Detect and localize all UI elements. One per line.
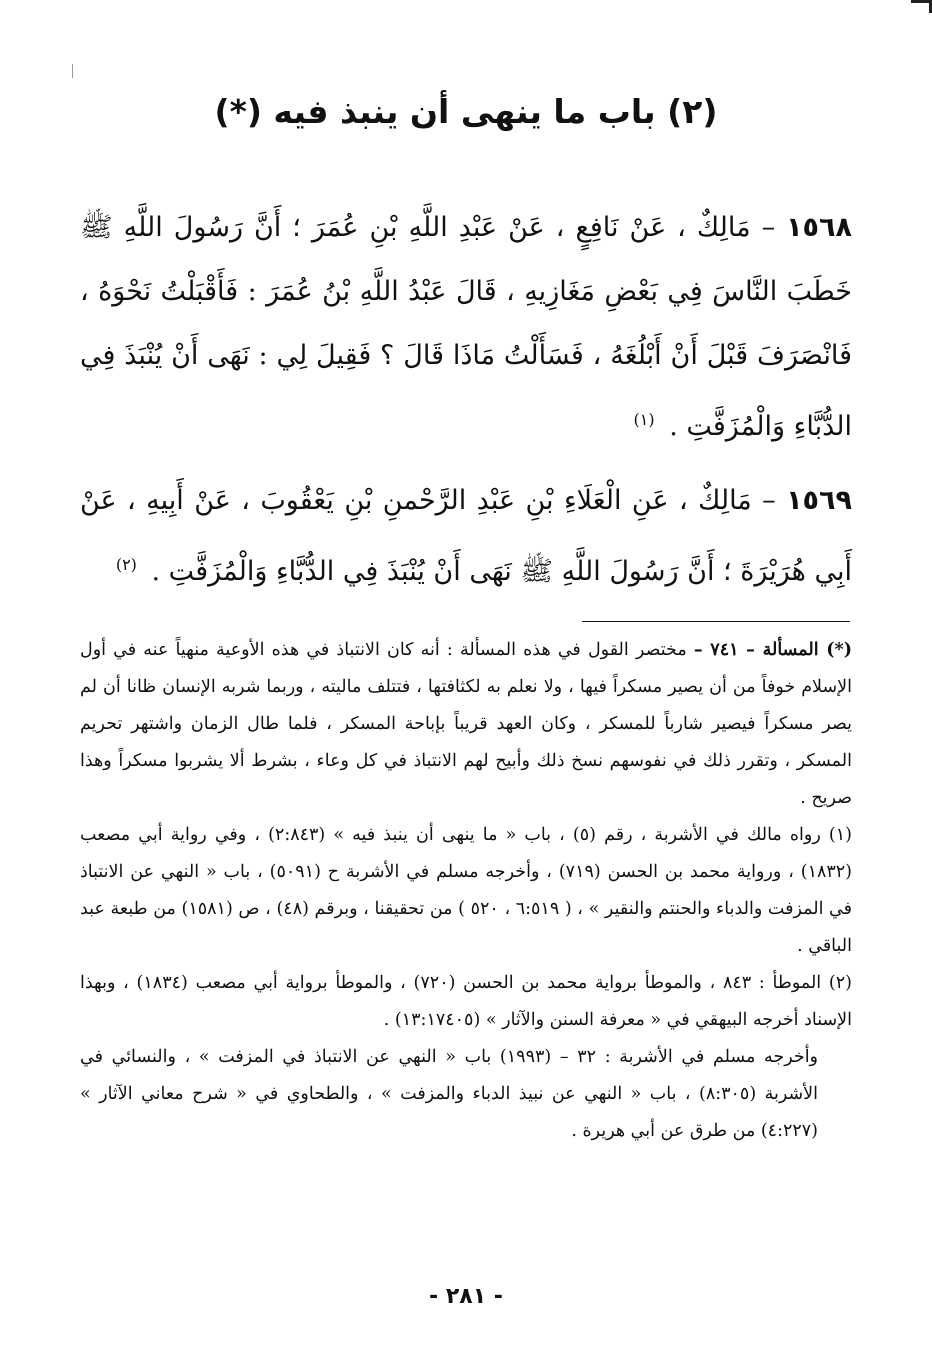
footnote-2: (٢) الموطأ : ٨٤٣ ، والموطأ برواية محمد بن الحسن (٧٢٠) ، والموطأ برواية أبي مصعب (١٨٣٤) ، وبهذا الإسناد أخرجه البيهقي في « معرفة السنن والآثار » (١٣:١٧٤٠٥) . [80,973,852,1030]
footnote-2-continued: وأخرجه مسلم في الأشربة : ٣٢ – (١٩٩٣) باب « النهي عن الانتباذ في المزفت » ، والنسائي في الأشربة (٨:٣٠٥) ، باب « النهي عن نبيذ الدباء والمزفت » ، والطحاوي في « شرح معاني الآثار » (٤:٢٢٧) من طرق عن أبي هريرة . [80,1047,819,1141]
hadith-text: – مَالِكٌ ، عَنِ الْعَلَاءِ بْنِ عَبْدِ الرَّحْمنِ بْنِ يَعْقُوبَ ، عَنْ أَبِيهِ ، عَنْ أَبِي هُرَيْرَةَ ؛ أَنَّ رَسُولَ اللَّهِ ﷺ نَهَى أَنْ يُنْبَذَ فِي الدُّبَّاءِ وَالْمُزَفَّتِ . [80,485,852,587]
footnote-star-head: (*) المسألة – ٧٤١ – [693,640,852,660]
hadith-number: ١٥٦٩ [786,485,852,516]
footnote-divider [582,621,850,622]
hadith-text: – مَالِكٌ ، عَنْ نَافِعٍ ، عَنْ عَبْدِ اللَّهِ بْنِ عُمَرَ ؛ أَنَّ رَسُولَ اللَّهِ ﷺ خَطَبَ النَّاسَ فِي بَعْضِ مَغَازِيهِ ، قَالَ عَبْدُ اللَّهِ بْنُ عُمَرَ : فَأَقْبَلْتُ نَحْوَهُ ، فَانْصَرَفَ قَبْلَ أَنْ أَبْلُغَهُ ، فَسَأَلْتُ مَاذَا قَالَ ؟ فَقِيلَ لِي : نَهَى أَنْ يُنْبَذَ فِي الدُّبَّاءِ وَالْمُزَفَّتِ . [80,212,852,442]
footnote-ref[interactable]: (١) [633,410,655,429]
footnote-ref[interactable]: (٢) [115,555,137,574]
footnote-1: (١) رواه مالك في الأشربة ، رقم (٥) ، باب « ما ينهى أن ينبذ فيه » (٢:٨٤٣) ، وفي رواية أبي مصعب (١٨٣٢) ، ورواية محمد بن الحسن (٧١٩) ، وأخرجه مسلم في الأشربة ح (٥٠٩١) ، باب « النهي عن الانتباذ في المزفت والدباء والحنتم والنقير » ، ( ٦:٥١٩ ، ٥٢٠ ) من تحقيقنا ، وبرقم (٤٨) ، ص (١٥٨١) من طبعة عبد الباقي . [80,825,853,956]
hadith-body [80,196,852,614]
hadith-1568 [80,196,852,459]
chapter-title: (٢) باب ما ينهى أن ينبذ فيه (*) [214,92,718,131]
footnote-star [80,632,852,817]
scan-corner-mark [911,0,932,13]
margin-mark [72,64,73,78]
footnote-star-text: مختصر القول في هذه المسألة : أنه كان الانتباذ في هذه الأوعية منهياً عنه في أول الإسلام خوفاً من أن يصير مسكراً فيها ، ولا نعلم به لكثافتها ، فتتلف ماليته ، وربما شربه الإنسان ظانا أن لم يصر مسكراً فيصير شارباً للمسكر ، وكان العهد قريباً بإباحة المسكر ، فلما طال الزمان واشتهر تحريم المسكر ، وتقرر ذلك في نفوسهم نسخ ذلك وأبيح لهم الانتباذ في كل وعاء ، بشرط ألا يشربوا مسكراً وهذا صريح . [80,640,852,808]
hadith-1569 [80,469,852,604]
footnotes-section [80,632,852,1150]
hadith-number: ١٥٦٨ [786,212,852,243]
page-number: - ٢٨١ - [429,1284,503,1309]
